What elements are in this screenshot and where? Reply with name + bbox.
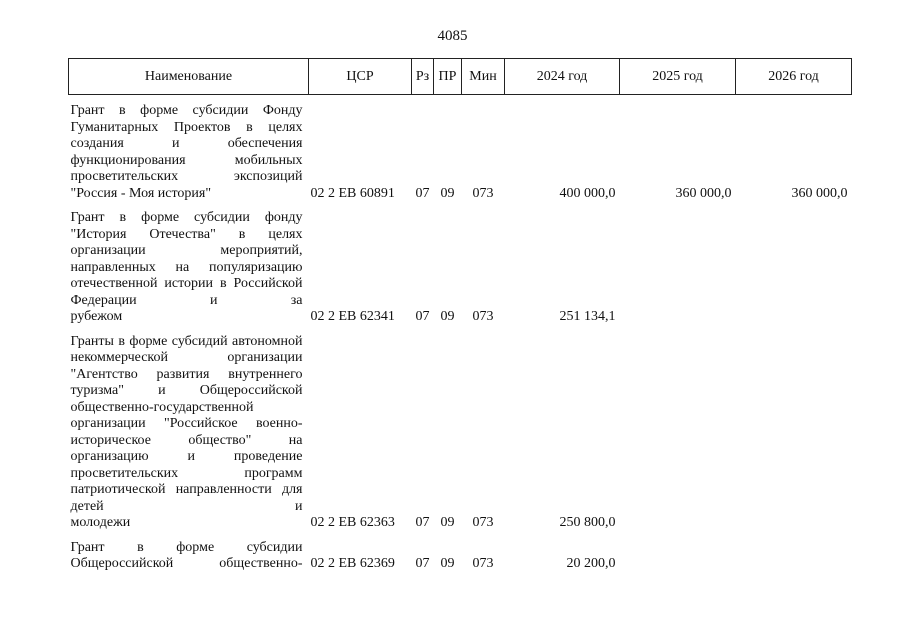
- page-number: 4085: [437, 28, 468, 44]
- row-2025: 360 000,0: [675, 185, 732, 201]
- row-pr: 09: [440, 185, 455, 201]
- row-csr: 02 2 ЕВ 62363: [310, 515, 395, 530]
- row-rz: 07: [415, 309, 430, 324]
- row-name: Грант в форме субсидии Общероссийской общественно-: [70, 539, 303, 571]
- row-2024: 20 200,0: [566, 556, 616, 571]
- header-csr: ЦСР: [309, 59, 412, 95]
- header-rz: Рз: [412, 59, 434, 95]
- row-name: Грант в форме субсидии фонду "История Отечества" в целях организации мероприятий, направленных на популяризацию отечественной истории в Российской Федерации и за рубежом: [70, 210, 303, 324]
- row-min: 073: [472, 309, 494, 324]
- row-csr: 02 2 ЕВ 60891: [310, 185, 395, 201]
- row-rz: 07: [415, 515, 430, 530]
- row-name: Грант в форме субсидии Фонду Гуманитарных Проектов в целях создания и обеспечения функционирования мобильных просветительских экспозиций "Россия - Моя история": [70, 103, 303, 201]
- header-pr: ПР: [434, 59, 462, 95]
- row-pr: 09: [440, 515, 455, 530]
- row-2026: 360 000,0: [791, 185, 848, 201]
- row-min: 073: [472, 515, 494, 530]
- header-name: Наименование: [69, 59, 309, 95]
- header-min: Мин: [462, 59, 505, 95]
- header-2024: 2024 год: [505, 59, 620, 95]
- table-row: [69, 95, 852, 207]
- row-rz: 07: [415, 185, 430, 201]
- row-min: 073: [472, 556, 494, 571]
- header-2026: 2026 год: [736, 59, 852, 95]
- row-2024: 250 800,0: [559, 515, 616, 530]
- budget-table: [68, 58, 852, 577]
- table-row: [69, 206, 852, 330]
- row-2026: [736, 330, 852, 536]
- header-2025: 2025 год: [620, 59, 736, 95]
- row-csr: 02 2 ЕВ 62341: [310, 309, 395, 324]
- row-2024: 400 000,0: [559, 185, 616, 201]
- row-2026: [736, 536, 852, 577]
- row-min: 073: [472, 185, 494, 201]
- row-2025: [620, 536, 736, 577]
- row-rz: 07: [415, 556, 430, 571]
- table-header-row: [69, 59, 852, 95]
- table-row: [69, 536, 852, 577]
- row-2024: 251 134,1: [559, 309, 616, 324]
- row-2025: [620, 206, 736, 330]
- row-pr: 09: [440, 556, 455, 571]
- row-2025: [620, 330, 736, 536]
- table-row: [69, 330, 852, 536]
- row-pr: 09: [440, 309, 455, 324]
- row-2026: [736, 206, 852, 330]
- row-name: Гранты в форме субсидий автономной некоммерческой организации "Агентство развития внутреннего туризма" и Общероссийской общественно-государственной организации "Российское военно-историческое общество" на организацию и проведение просветительских программ патриотической направленности для детей и молодежи: [70, 333, 303, 530]
- row-csr: 02 2 ЕВ 62369: [310, 556, 395, 571]
